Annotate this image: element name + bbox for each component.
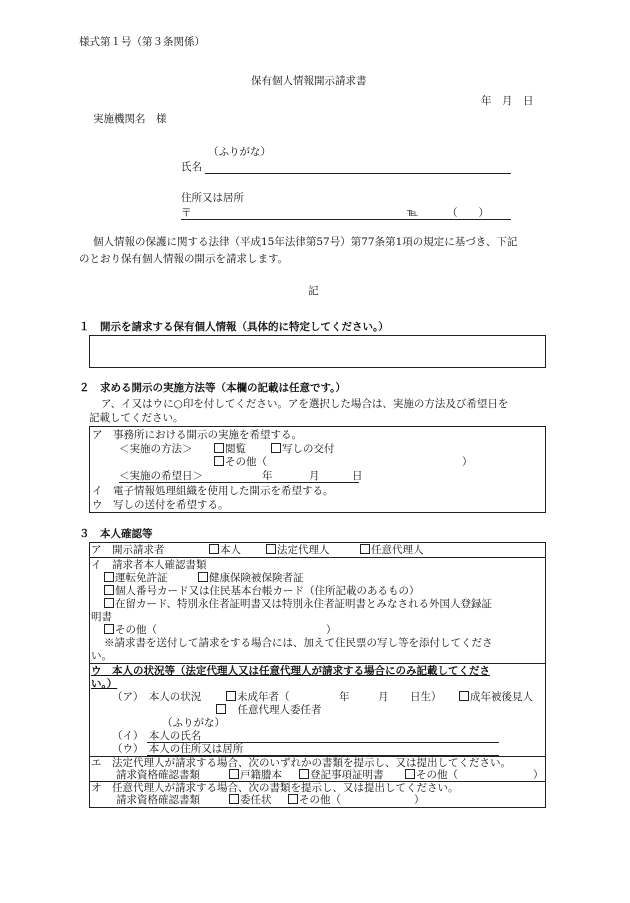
address-field[interactable]: [181, 219, 511, 220]
s3-a-voluntary[interactable]: 任意代理人: [360, 544, 424, 557]
doc-other-close: ）: [326, 624, 337, 636]
checkbox-icon: [104, 585, 114, 595]
checkbox-icon: [104, 598, 114, 608]
doc-residence[interactable]: 在留カード、特別永住者証明書又は特別永住者証明書とみなされる外国人登録証: [104, 598, 492, 611]
date-year: 年: [262, 470, 273, 482]
section-1-input-box[interactable]: [89, 335, 546, 368]
minor-birth: 日生）: [410, 691, 442, 703]
section-2-note-1: ア、イ又はウに○印を付してください。アを選択した場合は、実施の方法及び希望日を: [101, 398, 509, 410]
checkbox-icon: [216, 704, 226, 714]
minor-month: 月: [378, 691, 389, 703]
s3-e-docs-label: 請求資格確認書類: [116, 769, 200, 781]
checkbox-icon: [214, 456, 224, 466]
doc-residence-cont: 明書: [91, 611, 112, 623]
tel-mark: ℡: [407, 207, 419, 219]
row-divider: [89, 663, 546, 664]
name-label: 氏名: [181, 161, 202, 173]
doc-insurance[interactable]: 健康保険被保険者証: [198, 572, 304, 585]
checkbox-icon: [288, 794, 298, 804]
section-3-heading: ３ 本人確認等: [79, 528, 153, 540]
s3-a-self[interactable]: 本人: [209, 544, 241, 557]
method-view[interactable]: 閲覧: [214, 443, 246, 456]
option-i-label: イ 電子情報処理組織を使用した開示を希望する。: [92, 485, 334, 497]
method-other-close: ）: [462, 456, 473, 468]
e-doc-other[interactable]: その他（: [405, 769, 458, 782]
date-day: 日: [352, 470, 363, 482]
section-2-heading: ２ 求める開示の実施方法等（本欄の記載は任意です。）: [79, 382, 346, 394]
addressee: 実施機関名 様: [93, 113, 167, 125]
doc-other[interactable]: その他（: [104, 624, 157, 637]
date-fields: 年 月 日: [481, 95, 534, 107]
checkbox-icon: [360, 544, 370, 554]
checkbox-icon: [209, 544, 219, 554]
s3-e-label: エ 法定代理人が請求する場合、次のいずれかの書類を提示し、又は提出してください。: [91, 757, 511, 769]
checkbox-icon: [226, 691, 236, 701]
status-minor[interactable]: 未成年者（: [226, 691, 290, 704]
s3-u-furigana: （ふりがな）: [162, 717, 225, 729]
method-copy[interactable]: 写しの交付: [271, 443, 335, 456]
section-2-note-2: 記載してください。: [89, 412, 184, 424]
s3-a-label: ア 開示請求者: [91, 544, 165, 556]
doc-mynumber[interactable]: 個人番号カード又は住民基本台帳カード（住所記載のあるもの）: [104, 585, 420, 598]
postal-mark: 〒: [181, 207, 192, 219]
option-a-label: ア 事務所における開示の実施を希望する。: [92, 429, 302, 441]
checkbox-icon: [299, 769, 309, 779]
s3-o-label: オ 任意代理人が請求する場合、次の書類を提示し、又は提出してください。: [91, 782, 459, 794]
address-label: 住所又は居所: [181, 192, 244, 204]
name-field[interactable]: [205, 173, 511, 174]
s3-note-2: い。: [91, 650, 112, 662]
s3-o-docs-label: 請求資格確認書類: [116, 794, 200, 806]
checkbox-icon: [271, 443, 281, 453]
status-adult-ward[interactable]: 成年被後見人: [459, 691, 533, 704]
o-doc-proxy[interactable]: 委任状: [229, 794, 272, 807]
o-doc-other[interactable]: その他（: [288, 794, 341, 807]
form-number: 様式第１号（第３条関係）: [79, 36, 205, 48]
intro-line-1: 個人情報の保護に関する法律（平成15年法律第57号）第77条第1項の規定に基づき、下記: [93, 236, 518, 248]
s3-note-1: ※請求書を送付して請求をする場合には、加えて住民票の写し等を添付してくださ: [104, 637, 493, 649]
e-doc-other-close: ）: [533, 769, 544, 781]
doc-license[interactable]: 運転免許証: [104, 572, 168, 585]
date-underline: [119, 482, 359, 483]
s3-u-heading-1: ウ 本人の状況等（法定代理人又は任意代理人が請求する場合にのみ記載してくださ: [91, 665, 490, 677]
tel-paren: （ ）: [447, 207, 489, 219]
checkbox-icon: [104, 572, 114, 582]
method-label: ＜実施の方法＞: [119, 443, 193, 455]
s3-u-a-label: （ア） 本人の状況: [112, 691, 202, 703]
s3-u-heading-2: い。）: [91, 678, 118, 690]
s3-a-legal[interactable]: 法定代理人: [266, 544, 330, 557]
page-title: 保有個人情報開示請求書: [251, 75, 367, 87]
section-1-heading: １ 開示を請求する保有個人情報（具体的に特定してください。）: [79, 321, 389, 333]
option-u-label: ウ 写しの送付を希望する。: [92, 499, 229, 511]
date-label: ＜実施の希望日＞: [119, 470, 203, 482]
status-delegator[interactable]: 任意代理人委任者: [216, 704, 322, 717]
furigana-label: （ふりがな）: [208, 146, 271, 158]
checkbox-icon: [459, 691, 469, 701]
checkbox-icon: [198, 572, 208, 582]
date-month: 月: [309, 470, 320, 482]
checkbox-icon: [104, 624, 114, 634]
s3-i-label: イ 請求者本人確認書類: [91, 559, 207, 571]
row-divider: [89, 557, 546, 558]
s3-u-u-label: （ウ） 本人の住所又は居所: [112, 743, 244, 755]
s3-u-i-label: （イ） 本人の氏名: [112, 730, 202, 742]
e-doc-registry[interactable]: 登記事項証明書: [299, 769, 384, 782]
checkbox-icon: [266, 544, 276, 554]
e-doc-koseki[interactable]: 戸籍謄本: [229, 769, 282, 782]
ki-mark: 記: [308, 285, 319, 297]
checkbox-icon: [405, 769, 415, 779]
checkbox-icon: [229, 794, 239, 804]
minor-year: 年: [339, 691, 350, 703]
checkbox-icon: [229, 769, 239, 779]
intro-line-2: のとおり保有個人情報の開示を請求します。: [79, 253, 289, 265]
method-other[interactable]: その他（: [214, 456, 267, 469]
o-doc-other-close: ）: [414, 794, 425, 806]
checkbox-icon: [214, 443, 224, 453]
